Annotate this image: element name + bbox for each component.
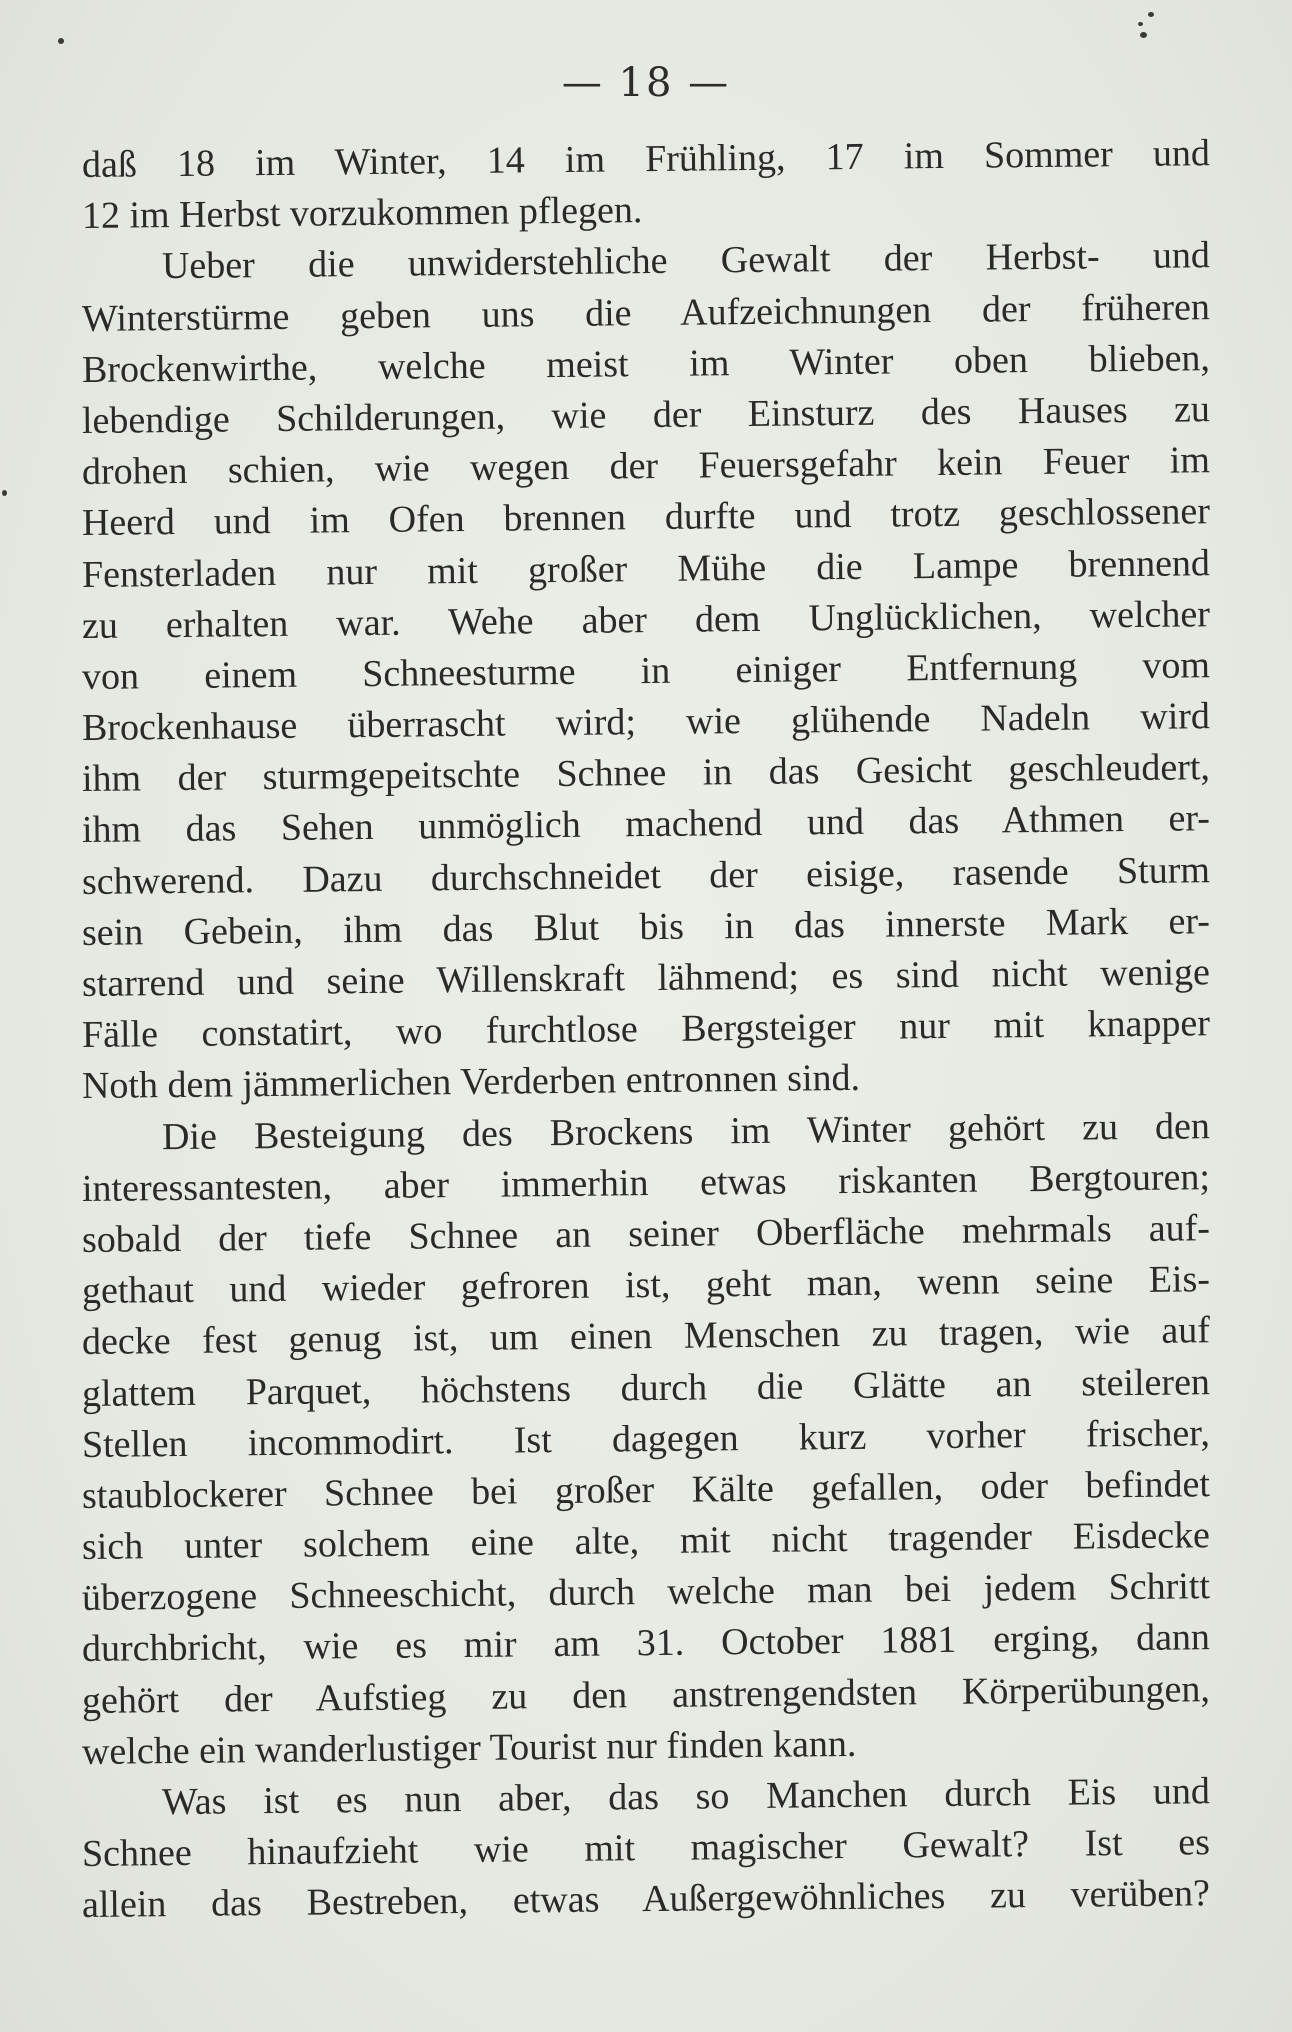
text-line: Heerd und im Ofen brennen durfte und trotz geschlossener: [81, 490, 1211, 545]
text-line: Brockenhause überrascht wird; wie glühende Nadeln wird: [81, 695, 1211, 750]
text-line: drohen schien, wie wegen der Feuersgefahr kein Feuer im: [81, 439, 1211, 494]
text-line: sich unter solchem eine alte, mit nicht tragender Eisdecke: [81, 1514, 1211, 1569]
paper-speck: [2, 490, 7, 496]
text-line: welche ein wanderlustiger Tourist nur finden kann.: [81, 1722, 857, 1773]
text-line: schwerend. Dazu durchschneidet der eisige, rasende Sturm: [81, 848, 1211, 903]
text-line: Was ist es nun aber, das so Manchen durch Eis und: [161, 1770, 1211, 1824]
text-line: Ueber die unwiderstehliche Gewalt der Herbst- und: [161, 234, 1211, 288]
paper-speck: [58, 38, 64, 44]
text-line: gethaut und wieder gefroren ist, geht man, wenn seine Eis-: [81, 1258, 1211, 1313]
text-line: ihm das Sehen unmöglich machend und das Athmen er-: [81, 797, 1211, 852]
text-line: sobald der tiefe Schnee an seiner Oberfläche mehrmals auf-: [81, 1207, 1211, 1261]
text-line: starrend und seine Willenskraft lähmend; es sind nicht wenige: [81, 951, 1211, 1005]
text-line: Brockenwirthe, welche meist im Winter oben blieben,: [81, 336, 1211, 391]
text-line: zu erhalten war. Wehe aber dem Unglücklichen, welcher: [81, 592, 1211, 647]
text-line: durchbricht, wie es mir am 31. October 1881 erging, dann: [81, 1616, 1211, 1671]
text-line: von einem Schneesturme in einiger Entfernung vom: [81, 644, 1211, 698]
text-line: Die Besteigung des Brockens im Winter gehört zu den: [161, 1104, 1211, 1158]
text-line: Fensterladen nur mit großer Mühe die Lampe brennend: [81, 541, 1211, 596]
text-line: staublockerer Schnee bei großer Kälte gefallen, oder befindet: [81, 1463, 1211, 1517]
text-line: Stellen incommodirt. Ist dagegen kurz vorher frischer,: [81, 1411, 1211, 1466]
text-line: Fälle constatirt, wo furchtlose Bergsteiger nur mit knapper: [81, 1002, 1211, 1057]
paper-speck: [1138, 22, 1143, 26]
text-line: Winterstürme geben uns die Aufzeichnungen der früheren: [81, 285, 1211, 340]
text-line: lebendige Schilderungen, wie der Einsturz des Hauses zu: [81, 388, 1211, 442]
text-line: Schnee hinaufzieht wie mit magischer Gewalt? Ist es: [81, 1821, 1211, 1876]
page-number-header: — 18 —: [561, 60, 731, 106]
text-line: glattem Parquet, höchstens durch die Glätte an steileren: [81, 1360, 1211, 1415]
text-line: überzogene Schneeschicht, durch welche man bei jedem Schritt: [81, 1565, 1211, 1620]
text-line: decke fest genug ist, um einen Menschen zu tragen, wie auf: [81, 1309, 1211, 1364]
text-line: interessantesten, aber immerhin etwas riskanten Bergtouren;: [81, 1155, 1211, 1210]
paper-speck: [1140, 32, 1147, 38]
text-line: Noth dem jämmerlichen Verderben entronnen sind.: [81, 1057, 861, 1108]
text-line: allein das Bestreben, etwas Außergewöhnliches zu verüben?: [81, 1872, 1211, 1927]
text-line: ihm der sturmgepeitschte Schnee in das Gesicht geschleudert,: [81, 746, 1211, 801]
text-line: sein Gebein, ihm das Blut bis in das innerste Mark er-: [81, 900, 1211, 954]
body-text: [81, 132, 1211, 1932]
paper-speck: [1148, 12, 1154, 17]
text-line: 12 im Herbst vorzukommen pflegen.: [81, 189, 643, 238]
text-line: gehört der Aufstieg zu den anstrengendsten Körperübungen,: [81, 1667, 1211, 1722]
text-line: daß 18 im Winter, 14 im Frühling, 17 im Sommer und: [81, 132, 1211, 186]
